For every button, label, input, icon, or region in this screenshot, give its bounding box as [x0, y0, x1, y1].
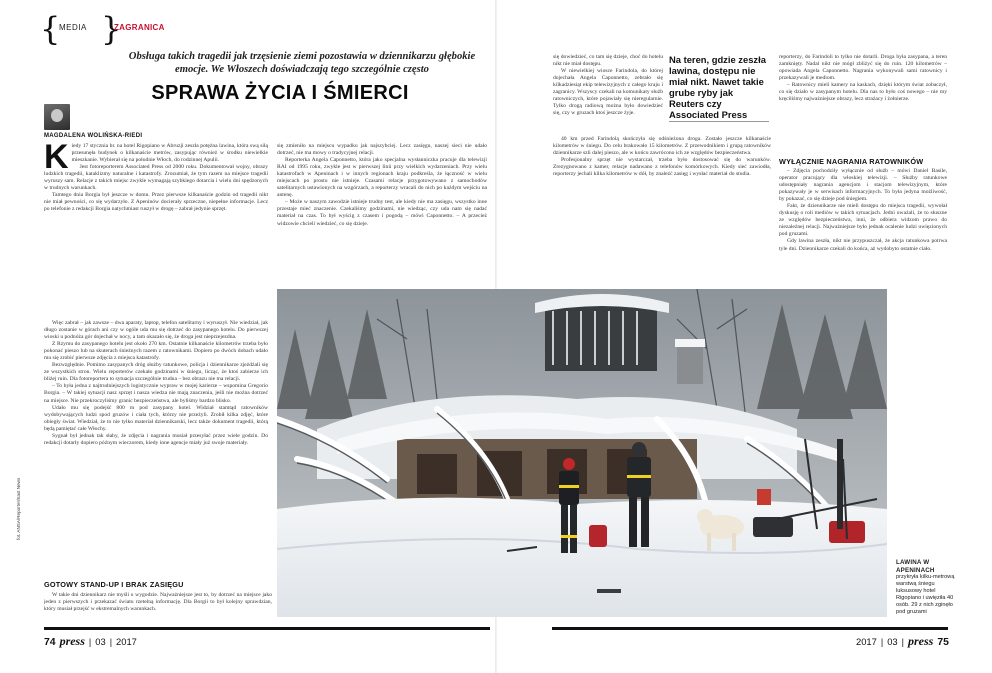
paragraph: 40 km przed Farindolą skończyła się odśnieżona droga. Zostało jeszcze kilkanaście kilometrów w śniegu. Do celu brakowało 15 kilometrów. Z przewodnikiem i grupą ratowników dziennikarze szli dalej pieszo, ale w końcu zawrócono ich ze względów bezpieczeństwa. [553, 136, 771, 157]
body-column-4b [779, 168, 947, 286]
paragraph: Więc zabrał – jak zawsze – dwa aparaty, laptop, telefon satelitarny i wyruszył. Nie wiedział, jak długo zostanie w górach ani czy w ogóle uda mu się dotrzeć do zasypanego hotelu. Do pierwszej wioski u podnóża gór dojechał w nocy, a tam okazało się, że droga jest nieprzejezdna. [44, 320, 268, 341]
paragraph: – Zdjęcia pochodziły wyłącznie od służb – mówi Daniel Basile, operator pracujący dla włoskiej telewizji. – Służby ratunkowe udostępniały nagrania agencjom i stacjom telewizyjnym, które pokazywały je w serwisach informacyjnych. To była jedyna możliwość, by pokazać, co się dzieje pod śniegiem. [779, 168, 947, 203]
body-column-2 [277, 143, 487, 285]
body-column-1c [44, 592, 272, 620]
paragraph: W takie dni dziennikarz nie myśli o wygodzie. Najważniejsze jest to, by dotrzeć na miejsce jako jeden z pierwszych i przekazać światu rzetelną informację. Dla Borgii to był kolejny sprawdzian, który musiał przejść w ekstremalnych warunkach. [44, 592, 272, 613]
paragraph: W niewielkiej wiosce Farindola, do której dojechała Angela Caponnetto, zebrało się kilkadziesiąt ekip telewizyjnych z całego kraju i zagranicy. Wszyscy czekali na komunikaty służb ratowniczych, które pojawiały się nieregularnie. Tylko drogą radiową można było dowiedzieć się, czy w gruzach ktoś jeszcze żyje. [553, 68, 663, 117]
subhead-left: GOTOWY STAND-UP I BRAK ZASIĘGU [44, 580, 184, 589]
page-number: 74 [44, 637, 56, 648]
paragraph: Profesjonalny sprzęt nie wystarczał, trzeba było dostosować się do warunków. Zrezygnowano z kamer, relacje nadawano z telefonów komórkowych. Kiedy sieć zawiodła, reporterzy jechali kilka kilometrów w dół, by znaleźć zasięg i wysłać materiał do studia. [553, 157, 771, 178]
paragraph: się dowiedzieć, co tam się dzieje, choć do hotelu nikt nie miał dostępu. [553, 54, 663, 68]
paragraph: Bezwzględnie. Pomimo zasypanych dróg służby ratunkowe, policja i dziennikarze zjeżdżali się ze wszystkich stron. Wielu reporterów czekało godzinami w śniegu, licząc, że ktoś zabierze ich bliżej ruin. Dla fotoreportera to sytuacja szczególnie trudna – bez obrazu nie ma relacji. [44, 362, 268, 383]
author-photo [44, 104, 70, 130]
paragraph: Gdy lawina zeszła, nikt nie przypuszczał, że akcja ratunkowa potrwa tyle dni. Dziennikarze czekali do końca, aż wydobyto ostatnie ciało. [779, 238, 947, 252]
category-label: ZAGRANICA [114, 23, 165, 32]
headline: SPRAWA ŻYCIA I ŚMIERCI [151, 82, 409, 104]
subhead-right: WYŁĄCZNIE NAGRANIA RATOWNIKÓW [779, 157, 924, 166]
paragraph: iedy 17 stycznia br. na hotel Rigopiano w Abruzji zeszła potężna lawina, która swą siłą przesunęła budynek o kilkanaście metrów, zasypując również w środku niewielkie mieszkanie. Wybierał się na południe Włoch, do rodzinnej Apulii. [71, 143, 268, 164]
paragraph: – Ratownicy mieli kamery na kaskach, dzięki którym świat zobaczył, co się działo w zasypanym hotelu. Dla nas to było coś nowego – nie my kręciliśmy najważniejsze obrazy, lecz strażacy i żołnierze. [779, 82, 947, 103]
paragraph: Udało mu się podejść 800 m pod zasypany hotel. Widział stamtąd ratowników wydobywających ludzi spod gruzów i ciała tych, którzy nie przeżyli. Zrobił kilka zdjęć, które obiegły świat. Wiedział, że to nie tylko materiał dziennikarski, lecz także dokument tragedii, którą będą pamiętać całe Włochy. [44, 404, 268, 432]
folio-separator: | [901, 637, 904, 647]
folio-separator: | [880, 637, 884, 647]
body-column-4a [779, 54, 947, 150]
paragraph: – To była jedna z najtrudniejszych logistycznie wypraw w mojej karierze – wspomina Gregorio Borgia. – W takiej sytuacji nasz sprzęt i nasza wiedza nie mają znaczenia, jeśli nie można dotrzeć na miejsce. Nie przekroczyliśmy granic bezpieczeństwa, ale byliśmy bardzo blisko. [44, 383, 268, 404]
caption-title: LAWINA W APENINACH [896, 559, 935, 574]
snow-hotel-illustration [277, 289, 887, 617]
issue-number: 03 [95, 636, 106, 647]
lead-paragraph: Obsługa takich tragedii jak trzęsienie ziemi pozostawia w dziennikarzu głębokie emocje. We Włoszech doświadczają tego szczególnie często [128, 51, 476, 75]
drop-cap: K [44, 143, 69, 176]
issue-number: 03 [887, 636, 898, 647]
paragraph: Fakt, że dziennikarze nie mieli dostępu do miejsca tragedii, wywołał dyskusję o roli mediów w takich sytuacjach. Jedni uważali, że to słuszne ze względów bezpieczeństwa, inni, że odbiera widzom prawo do niezależnej relacji. Najważniejsze było jednak ocalenie ludzi uwięzionych pod gruzami. [779, 203, 947, 238]
brand-logo: press [907, 634, 934, 648]
folio-separator: | [88, 637, 92, 647]
folio-left [44, 634, 137, 649]
paragraph: reporterzy, do Farindoli to tylko nie dotarli. Droga była zasypana, a teren zamknięty. Nadal nikt nie mógł zbliżyć się do ruin. 120 kilometrów – opowiada Angela Caponnetto. Nagrania wykonywali sami ratownicy i przekazywali je mediom. [779, 54, 947, 82]
body-column-1b [44, 320, 268, 574]
section-label: MEDIA [59, 23, 87, 32]
folio-right [856, 634, 949, 649]
body-column-3a [553, 54, 663, 134]
brace-left-icon: { [40, 10, 61, 48]
footer-rule-right [552, 627, 948, 630]
paragraph: Sygnał był jednak tak słaby, że zdjęcia i nagrania musiał przesyłać przez wiele godzin. Do redakcji dotarły dopiero późnym wieczorem, kiedy inne agencje miały już swoje materiały. [44, 432, 268, 446]
body-column-3b [553, 136, 771, 286]
pull-quote: Na teren, gdzie zeszła lawina, dostępu nie miał nikt. Nawet takie grube ryby jak Reuters czy Associated Press [669, 54, 766, 120]
issue-year: 2017 [116, 636, 137, 647]
paragraph: – Może w naszym zawodzie istnieje trudny test, ale kiedy nie ma zasięgu, wszystko inne przestaje mieć znaczenie. Czekaliśmy godzinami, nie wiedząc, czy uda nam się nadać materiał na czas. To był wyścig z czasem i pogodą – mówi Caponnetto. – A przecież widzowie chcieli wiedzieć, co się dzieje. [277, 199, 487, 227]
paragraph: się zmieniło na miejscu wypadku jak najszybciej. Lecz zasięgu, naszej sieci nie udało dotrzeć, nie ma mowy o tradycyjnej relacji. [277, 143, 487, 157]
paragraph: Tamtego dnia Borgia był jeszcze w domu. Przez pierwsze kilkanaście godzin od tragedii nikt nie miał pewności, co się wydarzyło. Z Apeninów docierały sprzeczne, niepełne informacje. Lecz po telefonie z redakcji Borgia natychmiast ruszył w drogę – zabrał jedynie sprzęt. [44, 192, 268, 213]
footer-rule-left [44, 627, 490, 630]
photo-caption [896, 559, 958, 616]
page-number: 75 [937, 637, 949, 648]
brace-right-icon: } [101, 10, 122, 48]
folio-separator: | [109, 637, 113, 647]
pull-quote-rule [669, 121, 769, 122]
brand-logo: press [59, 634, 85, 648]
body-column-1a [44, 143, 268, 319]
photo-credit: fot. ANSA/Reporter/East News [16, 477, 21, 540]
author-name: MAGDALENA WOLIŃSKA-RIEDI [44, 133, 143, 139]
paragraph: Jest fotoreporterem Associated Press od 2000 roku. Dokumentował wojny, obrazy ludzkich tragedii, kataklizmy naturalne i katastrofy. Zrozumiał, że tym razem na miejsce tragedii wyruszy sam. Relacje z takich miejsc zwykle wymagają szybkiego dotarcia i wielu dni spędzonych w trudnych warunkach. [44, 164, 268, 192]
paragraph: Reporterka Angela Caponnetto, która jako specjalna wysłanniczka pracuje dla telewizji RAI od 1995 roku, zwykle jest w pierwszej linii przy wielkich wydarzeniach. Przy wielu katastrofach w Apeninach i w innych regionach kraju podkreśla, że łączność w wielu miejscach po prostu nie istnieje. Czasami relacje przygotowywano z samochodów satelitarnych ustawionych na wzgórzach, a reporterzy wracali do nich po każdym wejściu na antenę. [277, 157, 487, 199]
issue-year: 2017 [856, 636, 877, 647]
avalanche-photo [277, 289, 887, 617]
paragraph: Z Rzymu do zasypanego hotelu jest około 270 km. Ostatnie kilkanaście kilometrów trzeba było pokonać pieszo lub na skuterach śnieżnych razem z ratownikami. Dopiero po dwóch dobach udało mu się zrobić pierwsze zdjęcia z miejsca katastrofy. [44, 341, 268, 362]
caption-text: przykryła kilku-metrową warstwą śniegu luksusowy hotel Rigopiano i uwięziła 40 osób. 29 z nich zginęło pod gruzami [896, 574, 955, 615]
